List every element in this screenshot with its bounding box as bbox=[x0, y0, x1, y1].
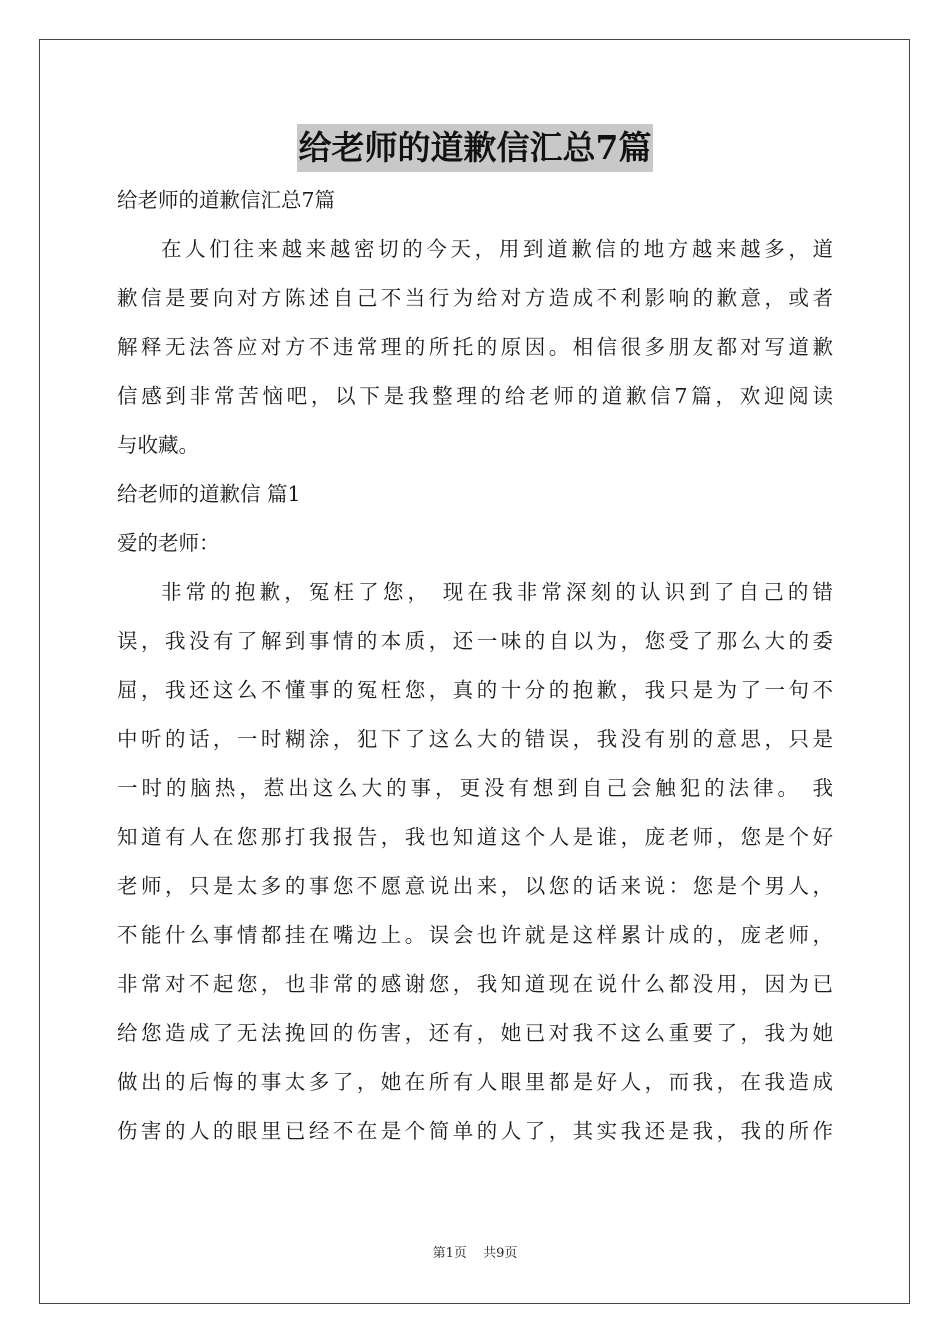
title-container bbox=[0, 124, 950, 172]
intro-line: 歉信是要向对方陈述自己不当行为给对方造成不利影响的歉意，或者 bbox=[117, 286, 833, 310]
intro-line: 与收藏。 bbox=[117, 433, 199, 457]
body-line: 知道有人在您那打我报告，我也知道这个人是谁，庞老师，您是个好 bbox=[117, 825, 833, 849]
salutation: 爱的老师： bbox=[117, 531, 220, 555]
intro-line: 解释无法答应对方不违常理的所托的原因。相信很多朋友都对写道歉 bbox=[117, 335, 833, 359]
document-body bbox=[117, 176, 833, 1156]
intro-line: 在人们往来越来越密切的今天，用到道歉信的地方越来越多，道 bbox=[161, 237, 833, 261]
body-line: 伤害的人的眼里已经不在是个简单的人了，其实我还是我，我的所作 bbox=[117, 1119, 833, 1143]
body-line: 一时的脑热，惹出这么大的事，更没有想到自己会触犯的法律。 我 bbox=[117, 776, 833, 800]
subtitle: 给老师的道歉信汇总7篇 bbox=[117, 188, 336, 212]
body-line: 非常对不起您，也非常的感谢您，我知道现在说什么都没用，因为已 bbox=[117, 972, 833, 996]
body-line: 误，我没有了解到事情的本质，还一味的自以为，您受了那么大的委 bbox=[117, 629, 833, 653]
body-line: 中听的话，一时糊涂，犯下了这么大的错误，我没有别的意思，只是 bbox=[117, 727, 833, 751]
body-line: 老师，只是太多的事您不愿意说出来，以您的话来说：您是个男人， bbox=[117, 874, 833, 898]
document-title: 给老师的道歉信汇总7篇 bbox=[297, 124, 654, 172]
page-number: 第1页 bbox=[432, 1246, 467, 1261]
intro-line: 信感到非常苦恼吧，以下是我整理的给老师的道歉信7篇，欢迎阅读 bbox=[117, 384, 833, 408]
body-line: 不能什么事情都挂在嘴边上。误会也许就是这样累计成的，庞老师， bbox=[117, 923, 833, 947]
body-line: 给您造成了无法挽回的伤害，还有，她已对我不这么重要了，我为她 bbox=[117, 1021, 833, 1045]
page-total: 共9页 bbox=[483, 1246, 518, 1261]
body-line: 屈，我还这么不懂事的冤枉您，真的十分的抱歉，我只是为了一句不 bbox=[117, 678, 833, 702]
body-line: 非常的抱歉，冤枉了您， 现在我非常深刻的认识到了自己的错 bbox=[161, 580, 833, 604]
body-line: 做出的后悔的事太多了，她在所有人眼里都是好人，而我，在我造成 bbox=[117, 1070, 833, 1094]
page-footer bbox=[0, 1242, 950, 1261]
section-heading: 给老师的道歉信 篇1 bbox=[117, 482, 301, 506]
